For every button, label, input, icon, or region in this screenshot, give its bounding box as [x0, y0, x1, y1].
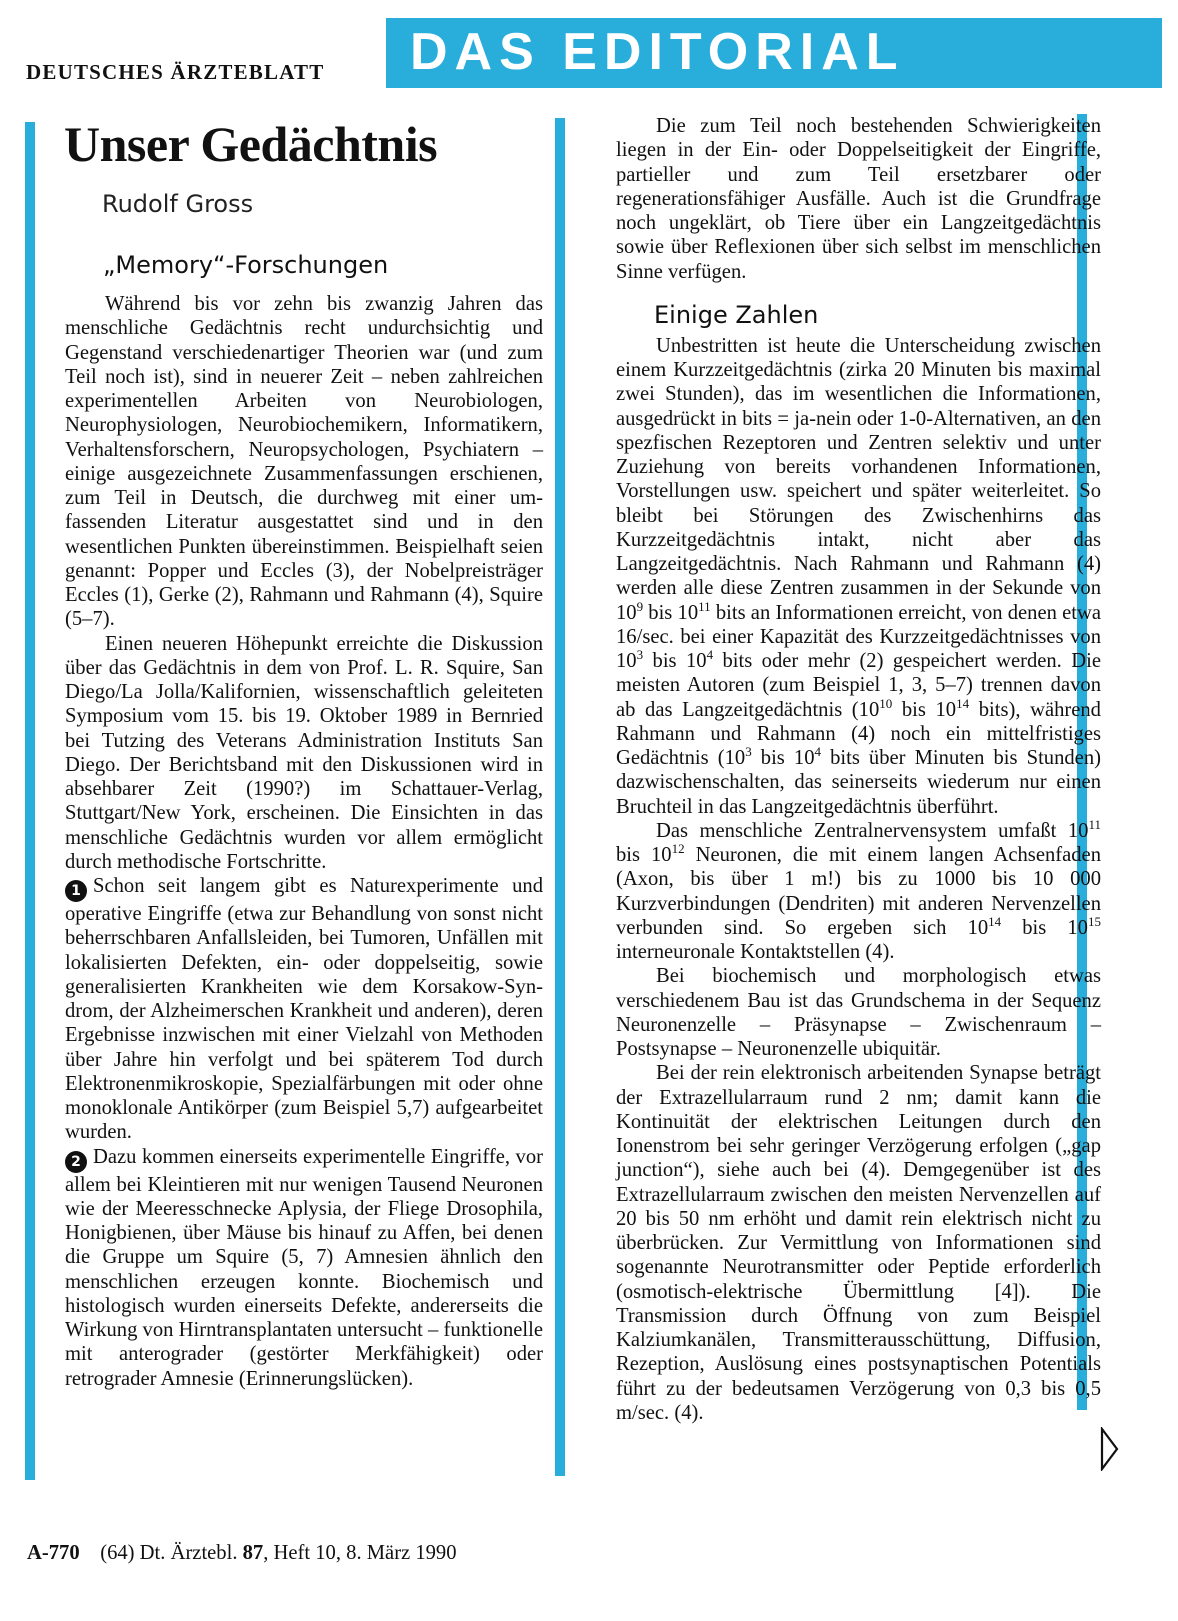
exponent: 11: [1088, 816, 1101, 832]
text-run: bis 10: [643, 650, 707, 672]
text-run: bis 10: [892, 698, 957, 721]
section-heading-memory: „Memory“-Forschungen: [103, 251, 389, 279]
continue-arrow-icon: [1100, 1427, 1120, 1471]
page-footer: [27, 1542, 457, 1565]
exponent: 14: [956, 695, 970, 711]
exponent: 11: [698, 598, 711, 614]
section-label: DAS EDITORIAL: [410, 23, 905, 81]
paragraph: Bei biochemisch und morphologisch etwas verschiedenem Bau ist das Grundschema in der Sequenz Neuronenzelle – Präsynapse – Zwischenraum – Postsynapse – Neuronenzelle ubiquitär.: [616, 965, 1101, 1060]
exponent: 14: [988, 913, 1002, 929]
item-text: Schon seit langem gibt es Naturexperimente und operative Eingriffe (etwa zur Behandlung von sonst nicht beherrschbaren Anfallsleiden, bei Tumoren, Unfällen mit lokalisierten Defekten, ein- oder doppelseitig, sowie generalisierten Krankheiten wie dem Korsakow-Syndrom, der Alzheimerschen Krankheit und anderen), deren Ergebnisse inzwischen mit einer Vielzahl von Methoden über Jahre hin verfolgt und bei späterem Tod durch Elektronenmikroskopie, Spezialfärbungen mit oder ohne monoklonale Antikörper (zum Beispiel 5,7) aufgearbeitet wurden.: [65, 875, 543, 1144]
exponent: 3: [745, 744, 752, 759]
exponent: 4: [814, 744, 821, 759]
text-run: bis 10: [616, 844, 672, 866]
numbered-item-2: [65, 1145, 543, 1391]
author-name: Rudolf Gross: [102, 190, 254, 218]
text-run: Neuronen, die mit einem langen Achsenfaden (Axon, bis über 1 m!) bis zu 1000 bis 10 000 Kurzverbindungen (Dendriten) mit anderen Nervenzellen verbunden sind. So ergeben sich 10: [616, 844, 1101, 939]
number-2-icon: 2: [65, 1151, 87, 1173]
text-run: bis 10: [751, 747, 815, 769]
exponent: 9: [636, 598, 644, 614]
paragraph: Die zum Teil noch bestehenden Schwierigkeiten liegen in der Ein- oder Doppelseitigkeit der Eingriffe, partieller und zum Teil ersetzbarer oder regenerationsfähiger Ausfälle. Auch ist die Grundfrage noch ungeklärt, ob Tiere über ein Langzeitgedächtnis sowie über Reflexionen über sich selbst im menschlichen Sinne verfügen.: [616, 115, 1101, 283]
item-text: Dazu kommen einerseits experimentelle Eingriffe, vor allem bei Kleintieren mit nur wenigen Tausend Neuronen wie der Meeresschnecke Aplysia, der Fliege Drosophila, Honigbienen, über Mäuse bis hinauf zu Affen, bei denen die Gruppe um Squire (5, 7) Amnesien ähnlich den menschlichen erzeugen konnte. Biochemisch und histologisch wurden einerseits Defekte, andererseits die Wirkung von Hirntransplantaten untersucht – funktionelle mit anterograder (gestörter Merkfähigkeit) oder retrograder Amnesie (Erinnerungslücken).: [65, 1145, 543, 1390]
text-run: bits), während Rahmann und Rahmann (4) noch ein mittelfristiges Gedächtnis (10: [616, 698, 1101, 769]
page-id: A-770: [27, 1542, 80, 1564]
column-right: [616, 114, 1101, 1425]
paragraph: Einen neueren Höhepunkt erreichte die Diskussion über das Gedächtnis in dem von Prof. L. R. Squire, San Diego/La Jolla/Kalifornien, wissenschaftlich geleiteten Symposium vom 15. bis 19. Oktober 1989 in Bernried bei Tutzing des Veterans Administration Instituts San Diego. Der Berichtsband mit den Diskussionen wird in absehbarer Zeit (1990?) im Schattauer-Verlag, Stuttgart/New York, erscheinen. Die Einsichten in das menschliche Gedächtnis wurden vor allem ermöglicht durch methodische Fortschritte.: [65, 632, 543, 873]
journal-name: DEUTSCHES ÄRZTEBLATT: [26, 60, 325, 84]
exponent: 3: [636, 647, 644, 662]
text-run: Unbestritten ist heute die Unterscheidung zwischen einem Kurzzeitgedächtnis (zirka 20 Minuten bis maximal zwei Stunden), das im wesentlichen die Informationen, ausgedrückt in bits = ja-nein oder 1-0-Alternativen, an den spezfischen Rezeptoren und Zentren selektiv und unter Zuziehung von bereits vorhandenen Informationen, Vorstellungen usw. speichert und später weiterleitet. So bleibt bei Störungen des Zwischenhirns das Kurzzeitgedächtnis intakt, nicht aber das Langzeitgedächtnis. Nach Rahmann und Rahmann (4) werden alle diese Zentren zusammen in der Sekunde von 10: [616, 334, 1101, 624]
exponent: 12: [671, 841, 685, 856]
numbered-item-1: [65, 874, 543, 1145]
exponent: 10: [879, 695, 893, 711]
text-run: bits an Informationen erreicht, von denen etwa 16/sec. bei einer Kapazität des Kurzzeitgedächtnisses von 10: [616, 601, 1101, 672]
masthead: [0, 0, 1178, 90]
volume: 87: [242, 1542, 264, 1564]
paragraph: Während bis vor zehn bis zwanzig Jahren das menschliche Gedächtnis recht undurchsichtig und Gegenstand verschiedenartiger Theorien war (und zum Teil noch ist), sind in neuerer Zeit – neben zahlreichen experimentellen Arbeiten von Neurobiologen, Neurophysiologen, Neurobiochemikern, Informatikern, Verhaltensforschern, Neuropsychologen, Psychiatern – einige ausgezeichnete Zusammenfassungen erschienen, zum Teil in Deutsch, die durchweg mit einer umfassenden Literatur ausgestattet sind und in den wesentlichen Punkten übereinstimmen. Beispielhaft seien genannt: Popper und Eccles (3), der Nobelpreisträger Eccles (1), Gerke (2), Rahmann und Rahmann (4), Squire (5–7).: [65, 293, 543, 631]
number-1-icon: 1: [65, 880, 87, 902]
text-run: bis 10: [1001, 916, 1088, 939]
text-run: bits über Minuten bis Stunden) dazwischenschalten, das seinerseits wiederum nur einen Bruchteil in das Langzeitgedächtnis überführt.: [616, 747, 1101, 818]
journal-ref: (64) Dt. Ärztebl.: [100, 1542, 238, 1564]
paragraph: Bei der rein elektronisch arbeitenden Synapse beträgt der Extrazellularraum rund 2 nm; damit kann die Kontinuität der elektrischen Leitungen durch den Ionenstrom bei sehr geringer Verzögerung erfolgen („gap junction“), siehe auch bei (4). Demgegenüber ist des Extrazellularraum zwischen den meisten Nervenzellen auf 20 bis 50 nm erhöht und damit rein elektrisch nicht zu überbrücken. Zur Vermittlung von Informationen sind sogenannte Neurotransmitter oder Peptide erforderlich (osmotisch-elektrische Übermittlung [4]). Die Transmission durch Öffnung von zum Beispiel Kalziumkanälen, Transmitterausschüttung, Diffusion, Rezeption, Auslösung eines postsynaptischen Potentials führt zu der bedeutsamen Verzögerung von 0,3 bis 0,5 m/sec. (4).: [616, 1062, 1101, 1424]
text-run: bits oder mehr (2) gespeichert werden. Die meisten Autoren (zum Beispiel 1, 3, 5–7) trennen davon ab das Langzeitgedächtnis (10: [616, 650, 1101, 721]
issue-date: , Heft 10, 8. März 1990: [263, 1542, 457, 1564]
accent-bar-middle: [555, 118, 565, 1476]
article-title: Unser Gedächtnis: [64, 116, 438, 172]
accent-bar-left: [25, 122, 35, 1480]
section-banner: [386, 18, 1162, 88]
text-run: interneuronale Kontaktstellen (4).: [616, 941, 895, 963]
paragraph-neurons: [616, 816, 1101, 965]
section-heading-zahlen: Einige Zahlen: [654, 300, 819, 329]
exponent: 15: [1087, 913, 1101, 929]
exponent: 4: [706, 647, 714, 662]
text-run: bis 10: [643, 601, 699, 624]
text-run: Das menschliche Zentralnervensystem umfaßt 10: [656, 819, 1089, 842]
column-left: [65, 292, 543, 1391]
paragraph-numbers: [616, 334, 1101, 819]
